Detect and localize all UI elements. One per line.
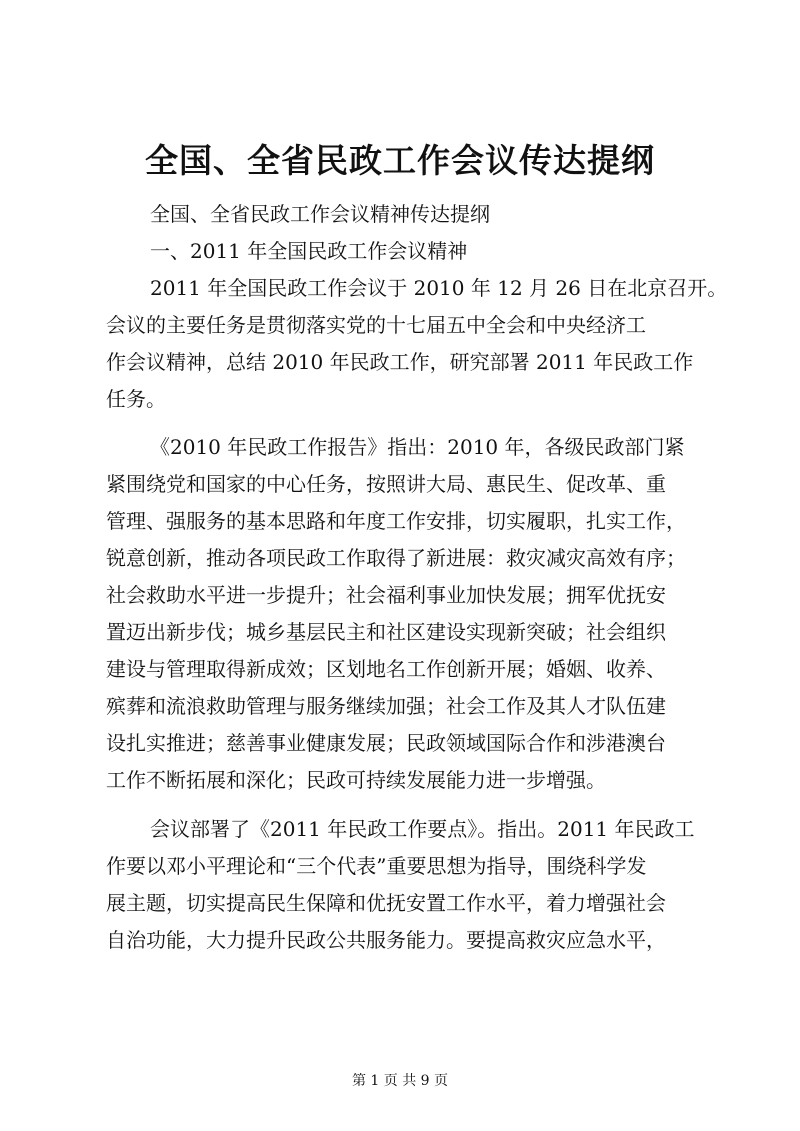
document-line-11: 社会救助水平进一步提升；社会福利事业加快发展；拥军优抚安 bbox=[106, 583, 666, 607]
document-line-10: 锐意创新，推动各项民政工作取得了新进展：救灾减灾高效有序； bbox=[106, 546, 686, 570]
document-title: 全国、全省民政工作会议传达提纲 bbox=[145, 141, 655, 180]
document-line-20: 自治功能，大力提升民政公共服务能力。要提高救灾应急水平， bbox=[106, 928, 666, 952]
document-line-7: 《2010 年民政工作报告》指出：2010 年，各级民政部门紧 bbox=[150, 435, 685, 459]
document-line-14: 殡葬和流浪救助管理与服务继续加强；社会工作及其人才队伍建 bbox=[106, 694, 666, 718]
document-line-17: 会议部署了《2011 年民政工作要点》。指出。2011 年民政工 bbox=[150, 817, 695, 841]
document-line-18: 作要以邓小平理论和“三个代表”重要思想为指导，围绕科学发 bbox=[106, 854, 647, 878]
document-line-5: 作会议精神，总结 2010 年民政工作，研究部署 2011 年民政工作 bbox=[106, 350, 694, 374]
page-counter: 第 1 页 共 9 页 bbox=[351, 1073, 449, 1089]
document-line-16: 工作不断拓展和深化；民政可持续发展能力进一步增强。 bbox=[106, 768, 606, 792]
document-line-2: 一、2011 年全国民政工作会议精神 bbox=[150, 239, 468, 263]
document-line-13: 建设与管理取得新成效；区划地名工作创新开展；婚姻、收养、 bbox=[106, 657, 666, 681]
document-line-9: 管理、强服务的基本思路和年度工作安排，切实履职，扎实工作， bbox=[106, 509, 686, 533]
document-line-4: 会议的主要任务是贯彻落实党的十七届五中全会和中央经济工 bbox=[106, 313, 646, 337]
document-line-19: 展主题，切实提高民生保障和优抚安置工作水平，着力增强社会 bbox=[106, 891, 666, 915]
document-line-3: 2011 年全国民政工作会议于 2010 年 12 月 26 日在北京召开。 bbox=[150, 276, 728, 300]
document-line-1: 全国、全省民政工作会议精神传达提纲 bbox=[150, 202, 490, 226]
document-line-6: 任务。 bbox=[106, 387, 166, 411]
document-line-12: 置迈出新步伐；城乡基层民主和社区建设实现新突破；社会组织 bbox=[106, 620, 666, 644]
document-line-15: 设扎实推进；慈善事业健康发展；民政领域国际合作和涉港澳台 bbox=[106, 731, 666, 755]
document-line-8: 紧围绕党和国家的中心任务，按照讲大局、惠民生、促改革、重 bbox=[106, 472, 666, 496]
